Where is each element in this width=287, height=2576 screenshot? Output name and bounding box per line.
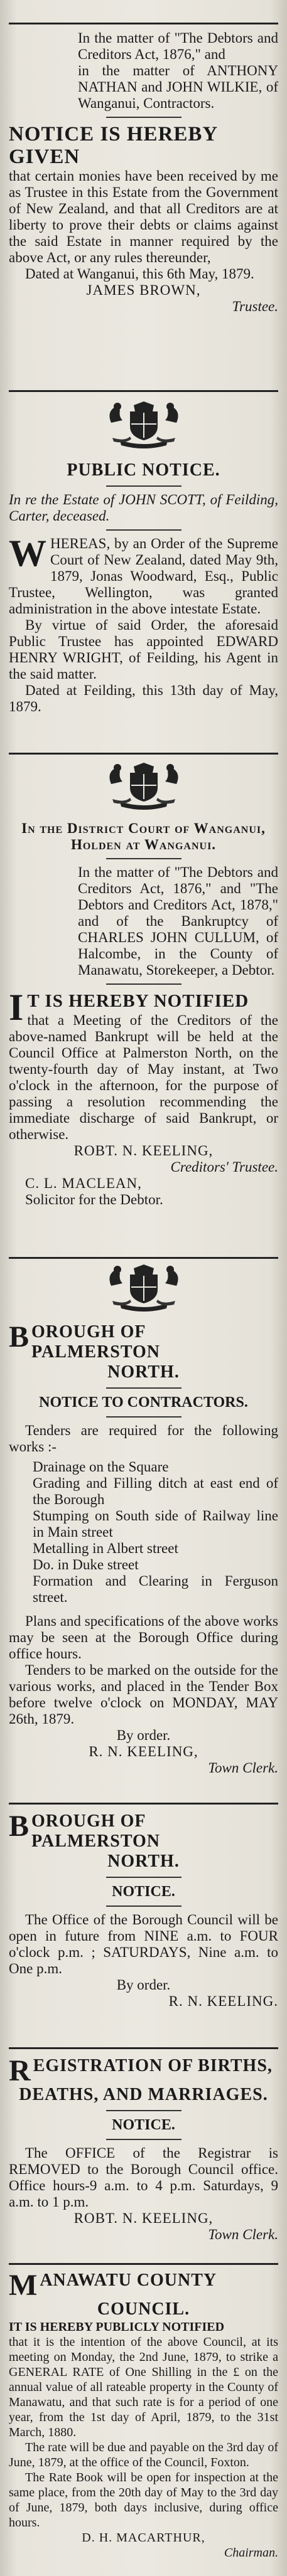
notice-debtors-nathan-wilkie	[9, 30, 278, 315]
divider	[106, 1877, 181, 1878]
drop-cap: B	[9, 1810, 30, 1843]
divider	[106, 858, 181, 859]
notice-heading: T IS HEREBY NOTIFIED	[27, 991, 249, 1011]
divider	[106, 1905, 181, 1907]
list-item: Formation and Clearing in Ferguson street.	[33, 1573, 278, 1605]
notice-subtitle: NOTICE TO CONTRACTORS.	[39, 1394, 248, 1411]
royal-arms-icon	[106, 763, 181, 813]
notice-body: HEREAS, by an Order of the Supreme Court of New Zealand, dated May 9th, 1879, Jonas Woodward, Esq., Public Trustee, Wellington, was granted administration in the above intestate Estate.	[9, 536, 278, 617]
divider	[9, 1257, 278, 1259]
list-item: Drainage on the Square	[33, 1459, 169, 1475]
borough-title-2: NORTH.	[107, 1362, 180, 1382]
divider	[9, 1803, 278, 1805]
drop-cap: I	[9, 987, 24, 1028]
notice-body: The rate will be due and payable on the 3rd day of June, 1879, at the office of the Council, Foxton.	[9, 2441, 278, 2469]
divider	[106, 983, 181, 985]
signatory-role: Town Clerk.	[208, 2227, 278, 2242]
council-title: ANAWATU COUNTY	[40, 2271, 217, 2290]
notice-title: PUBLIC NOTICE.	[67, 460, 220, 480]
list-item: Do. in Duke street	[33, 1557, 139, 1572]
solicitor-role: Solicitor for the Debtor.	[25, 1192, 163, 1207]
notice-subtitle: NOTICE.	[112, 2117, 175, 2133]
notice-body: The Office of the Borough Council will be open in future from NINE a.m. to FOUR o'clock p.m. ; SATURDAYS, Nine a.m. to One p.m.	[9, 1912, 278, 1976]
notice-borough-contractors	[9, 1264, 278, 1776]
matter-parties: in the matter of ANTHONY NATHAN and JOHN WILKIE, of Wanganui, Contractors.	[78, 63, 278, 111]
divider	[106, 1416, 181, 1418]
tender-intro: Tenders are required for the following works :-	[9, 1423, 278, 1455]
borough-title: OROUGH OF PALMERSTON	[31, 1811, 161, 1851]
notice-body: that it is the intention of the above Council, at its meeting on Monday, the 2nd June, 1879, to strike a GENERAL RATE of One Shilling in the £ on the annual value of all rateable property in the County of Manawatu, and that such rate is for a period of one year, from the 1st day of April, 1879, to the 31st March, 1880.	[9, 2335, 278, 2439]
notice-borough-office-hours	[9, 1811, 278, 2010]
divider	[106, 529, 181, 531]
notice-public-john-scott	[9, 401, 278, 715]
divider	[9, 753, 278, 755]
notice-body: By virtue of said Order, the aforesaid Public Trustee has appointed EDWARD HENRY WRIGHT, of Feilding, his Agent in the said matter.	[9, 617, 278, 682]
signatory: ROBT. N. KEELING,	[73, 1143, 214, 1158]
list-item: Stumping on South side of Railway line in Main street	[33, 1508, 278, 1540]
matter-line: In the matter of "The Debtors and Creditors Act, 1876," and	[78, 30, 278, 62]
signatory-role: Town Clerk.	[208, 1760, 278, 1776]
registration-title: EGISTRATION OF BIRTHS,	[33, 2056, 273, 2075]
divider	[106, 117, 181, 118]
divider	[106, 2139, 181, 2140]
matter-text: In the matter of "The Debtors and Creditors Act, 1876," and "The Debtors and Creditors Act, 1878," and of the Bankruptcy of CHARLES JOHN CULLUM, of Halcombe, in the County of Manawatu, Storekeeper, a Debtor.	[78, 864, 278, 978]
divider	[106, 1387, 181, 1389]
estate-line: In re the Estate of JOHN SCOTT, of Feilding, Carter, deceased.	[9, 492, 278, 524]
borough-title-2: NORTH.	[107, 1852, 180, 1871]
signatory-role: Trustee.	[232, 299, 278, 314]
court-heading: In the District Court of Wanganui, Holden at Wanganui.	[21, 820, 266, 852]
signatory: JAMES BROWN,	[86, 282, 201, 298]
notice-heading: IT IS HEREBY PUBLICLY NOTIFIED	[9, 2320, 225, 2334]
divider	[9, 390, 278, 392]
solicitor: C. L. MACLEAN,	[25, 1175, 142, 1191]
signatory-role: Creditors' Trustee.	[170, 1159, 278, 1175]
notice-registration	[9, 2056, 278, 2243]
borough-title: OROUGH OF PALMERSTON	[31, 1322, 161, 1362]
notice-body: that certain monies have been received by me as Trustee in this Estate from the Government of New Zealand, and that all Creditors are at liberty to prove their debts or claims against the said Estate in manner required by the above Act, or any rules thereunder,	[9, 168, 278, 265]
by-order: By order.	[116, 1727, 171, 1743]
notice-body: Plans and specifications of the above works may be seen at the Borough Office during office hours.	[9, 1613, 278, 1662]
registration-title-2: DEATHS, AND MARRIAGES.	[19, 2085, 268, 2104]
by-order: By order.	[116, 1977, 171, 1993]
drop-cap: W	[9, 533, 46, 574]
notice-subtitle: NOTICE.	[112, 1884, 175, 1900]
signatory: D. H. MACARTHUR,	[82, 2531, 205, 2545]
notice-manawatu-county-rate	[9, 2271, 278, 2560]
list-item: Grading and Filling ditch at east end of the Borough	[33, 1475, 278, 1507]
notice-body: The Rate Book will be open for inspection at the same place, from the 20th day of May to the 3rd day of June, 1879, both days inclusive, during office hours.	[9, 2471, 278, 2530]
divider	[106, 2110, 181, 2111]
drop-cap: R	[9, 2054, 31, 2087]
divider	[9, 23, 278, 24]
notice-court-cullum	[9, 763, 278, 1208]
signatory-role: Chairman.	[224, 2546, 278, 2560]
signatory: ROBT. N. KEELING,	[73, 2210, 214, 2226]
signatory: R. N. KEELING,	[89, 1744, 198, 1759]
divider	[9, 2047, 278, 2049]
notice-heading: NOTICE IS HEREBY GIVEN	[9, 123, 218, 168]
drop-cap: B	[9, 1320, 30, 1354]
signatory: R. N. KEELING.	[168, 1993, 278, 2009]
notice-body: Tenders to be marked on the outside for the various works, and placed in the Tender Box before twelve o'clock on MONDAY, MAY 26th, 1879.	[9, 1662, 278, 1727]
works-list	[9, 1459, 278, 1606]
council-title-2: COUNCIL.	[97, 2299, 190, 2319]
royal-arms-icon	[106, 401, 181, 452]
notice-body: The OFFICE of the Registrar is REMOVED to the Borough Council office. Office hours-9 a.m. to 4 p.m. Saturdays, 9 a.m. to 1 p.m.	[9, 2145, 278, 2210]
list-item: Metalling in Albert street	[33, 1540, 178, 1556]
drop-cap: M	[9, 2269, 38, 2302]
divider	[106, 485, 181, 487]
dated-line: Dated at Feilding, this 13th day of May, 1879.	[9, 682, 278, 714]
divider	[9, 2263, 278, 2265]
royal-arms-icon	[106, 1264, 181, 1315]
dated-line: Dated at Wanganui, this 6th May, 1879.	[25, 266, 254, 282]
notice-body: that a Meeting of the Creditors of the above-named Bankrupt will be held at the Council Office at Palmerston North, on the twenty-fourth day of May instant, at Two o'clock in the afternoon, for the purpose of passing a resolution recommending the immediate discharge of said Bankrupt, or otherwise.	[9, 1012, 278, 1142]
